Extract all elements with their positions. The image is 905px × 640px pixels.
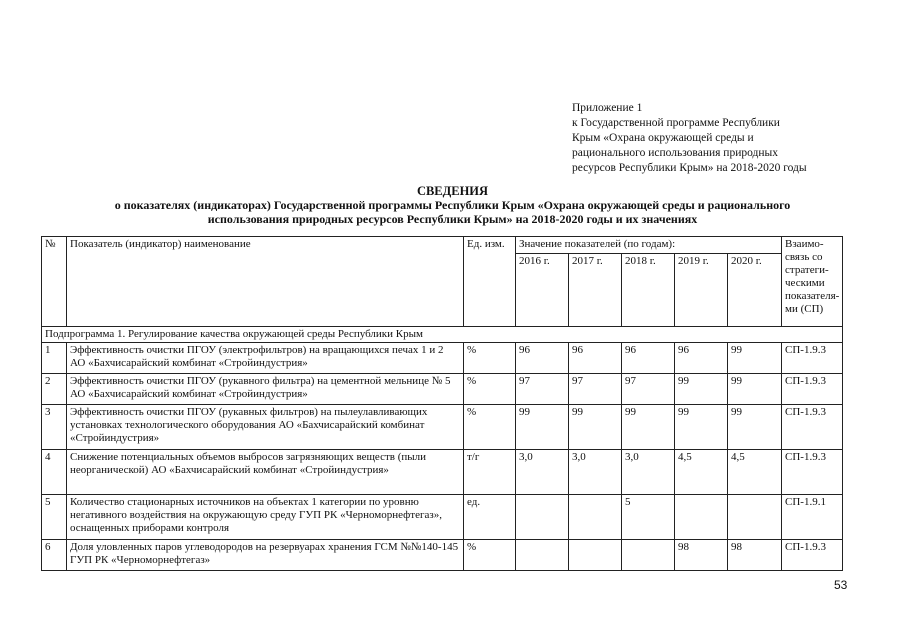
appendix-line: к Государственной программе Республики — [572, 117, 780, 129]
row-indicator: Доля уловленных паров углеводородов на резервуарах хранения ГСМ №№140-145 ГУП РК «Черноморнефтегаз» — [67, 540, 464, 571]
row-indicator: Эффективность очистки ПГОУ (рукавных фильтров) на пылеулавливающих установках технологического оборудования АО «Бахчисарайский комбинат «Стройиндустрия» — [67, 405, 464, 450]
row-num: 3 — [42, 405, 67, 450]
header-year: 2017 г. — [569, 254, 622, 327]
header-num: № — [42, 237, 67, 327]
table-row — [42, 405, 843, 450]
row-link: СП-1.9.1 — [782, 495, 843, 540]
row-unit: % — [464, 405, 516, 450]
row-value-2016: 97 — [516, 374, 569, 405]
row-value-2017: 3,0 — [569, 450, 622, 495]
appendix-line: ресурсов Республики Крым» на 2018-2020 годы — [572, 162, 807, 174]
table-row — [42, 374, 843, 405]
appendix-block — [572, 101, 807, 176]
table-row — [42, 343, 843, 374]
title-line: использования природных ресурсов Республики Крым» на 2018-2020 годы и их значениях — [207, 212, 698, 226]
row-num: 6 — [42, 540, 67, 571]
header-link: Взаимо-связь со стратеги-ческими показателя-ми (СП) — [782, 237, 843, 327]
row-link: СП-1.9.3 — [782, 540, 843, 571]
row-num: 2 — [42, 374, 67, 405]
appendix-line: Приложение 1 — [572, 102, 643, 114]
header-year: 2020 г. — [728, 254, 782, 327]
row-value-2018: 99 — [622, 405, 675, 450]
row-unit: % — [464, 374, 516, 405]
row-num: 1 — [42, 343, 67, 374]
row-value-2018 — [622, 540, 675, 571]
table-row — [42, 495, 843, 540]
row-value-2020: 99 — [728, 343, 782, 374]
row-indicator: Количество стационарных источников на объектах 1 категории по уровню негативного воздействия на окружающую среду ГУП РК «Черноморнефтегаз», оснащенных приборами контроля — [67, 495, 464, 540]
table-row — [42, 540, 843, 571]
row-unit: ед. — [464, 495, 516, 540]
row-value-2016 — [516, 540, 569, 571]
header-year: 2016 г. — [516, 254, 569, 327]
header-values-group: Значение показателей (по годам): — [516, 237, 782, 254]
row-unit: % — [464, 540, 516, 571]
document-title — [0, 184, 905, 226]
row-value-2017: 99 — [569, 405, 622, 450]
header-row — [42, 237, 843, 254]
row-value-2018: 5 — [622, 495, 675, 540]
row-value-2016: 99 — [516, 405, 569, 450]
row-link: СП-1.9.3 — [782, 343, 843, 374]
row-indicator: Эффективность очистки ПГОУ (электрофильтров) на вращающихся печах 1 и 2 АО «Бахчисарайский комбинат «Стройиндустрия» — [67, 343, 464, 374]
row-value-2016 — [516, 495, 569, 540]
row-value-2018: 96 — [622, 343, 675, 374]
row-value-2019: 4,5 — [675, 450, 728, 495]
row-value-2017: 97 — [569, 374, 622, 405]
row-value-2017: 96 — [569, 343, 622, 374]
row-value-2020: 99 — [728, 374, 782, 405]
indicators-table — [41, 236, 843, 571]
header-year: 2018 г. — [622, 254, 675, 327]
title-heading: СВЕДЕНИЯ — [416, 184, 489, 198]
row-link: СП-1.9.3 — [782, 374, 843, 405]
row-value-2019: 98 — [675, 540, 728, 571]
page-number: 53 — [834, 578, 848, 592]
row-value-2018: 3,0 — [622, 450, 675, 495]
header-indicator: Показатель (индикатор) наименование — [67, 237, 464, 327]
header-unit: Ед. изм. — [464, 237, 516, 327]
row-value-2019: 96 — [675, 343, 728, 374]
row-value-2020: 99 — [728, 405, 782, 450]
row-value-2020: 98 — [728, 540, 782, 571]
row-value-2019 — [675, 495, 728, 540]
row-value-2016: 3,0 — [516, 450, 569, 495]
subprogram-title: Подпрограмма 1. Регулирование качества окружающей среды Республики Крым — [42, 327, 843, 343]
row-value-2019: 99 — [675, 405, 728, 450]
row-num: 4 — [42, 450, 67, 495]
row-value-2019: 99 — [675, 374, 728, 405]
header-year: 2019 г. — [675, 254, 728, 327]
row-num: 5 — [42, 495, 67, 540]
row-value-2020 — [728, 495, 782, 540]
appendix-line: Крым «Охрана окружающей среды и — [572, 132, 754, 144]
row-unit: % — [464, 343, 516, 374]
row-link: СП-1.9.3 — [782, 450, 843, 495]
title-line: о показателях (индикаторах) Государственной программы Республики Крым «Охрана окружающей среды и рационального — [114, 198, 791, 212]
row-link: СП-1.9.3 — [782, 405, 843, 450]
row-indicator: Эффективность очистки ПГОУ (рукавного фильтра) на цементной мельнице № 5 АО «Бахчисарайский комбинат «Стройиндустрия» — [67, 374, 464, 405]
row-value-2017 — [569, 540, 622, 571]
row-unit: т/г — [464, 450, 516, 495]
row-value-2016: 96 — [516, 343, 569, 374]
row-indicator: Снижение потенциальных объемов выбросов загрязняющих веществ (пыли неорганической) АО «Бахчисарайский комбинат «Стройиндустрия» — [67, 450, 464, 495]
table-row — [42, 450, 843, 495]
row-value-2018: 97 — [622, 374, 675, 405]
appendix-line: рационального использования природных — [572, 147, 779, 159]
row-value-2017 — [569, 495, 622, 540]
row-value-2020: 4,5 — [728, 450, 782, 495]
subprogram-row — [42, 327, 843, 343]
